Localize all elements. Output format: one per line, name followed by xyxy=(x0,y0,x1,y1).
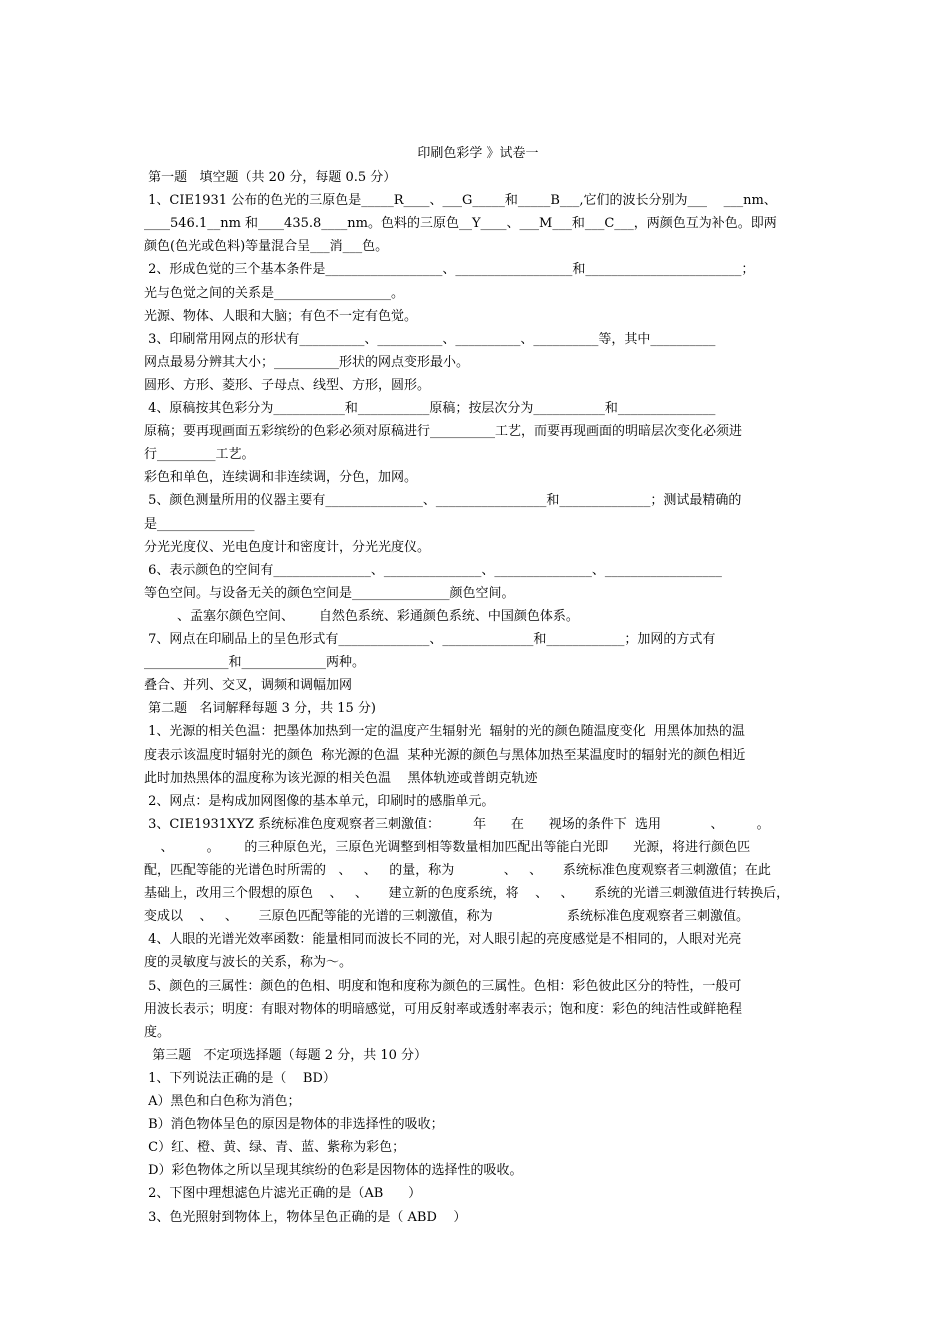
text-line: 配，匹配等能的光谱色时所需的 、 、 的量，称为 、 、 系统标准色度观察者三刺激值；在此 xyxy=(144,863,771,878)
text-line: 彩色和单色，连续调和非连续调，分色，加网。 xyxy=(144,470,418,486)
text-line: 网点最易分辨其大小；__________形状的网点变形最小。 xyxy=(144,354,470,370)
text-line: 5、颜色测量所用的仪器主要有_______________、_________________和______________；测试最精确的 xyxy=(144,493,742,509)
text-line: 、孟塞尔颜色空间、 自然色系统、彩通颜色系统、中国颜色体系。 xyxy=(144,608,579,624)
text-line: D）彩色物体之所以呈现其缤纷的色彩是因物体的选择性的吸收。 xyxy=(144,1163,523,1179)
document-title: 印刷色彩学 》试卷一 xyxy=(417,146,539,161)
text-line: 3、CIE1931XYZ 系统标准色度观察者三刺激值： 年 在 视场的条件下 选用 、 。 xyxy=(144,816,770,832)
text-line: _____________和_____________两种。 xyxy=(144,655,366,671)
text-line: 度的灵敏度与波长的关系，称为～。 xyxy=(144,955,353,971)
text-line: 、 。 的三种原色光，三原色光调整到相等数量相加匹配出等能白光即 光源，将进行颜色匹 xyxy=(144,839,751,855)
text-line: 行_________工艺。 xyxy=(144,447,255,463)
text-line: 度表示该温度时辐射光的颜色 称光源的色温 某种光源的颜色与黑体加热至某温度时的辐射光的颜色相近 xyxy=(144,747,746,763)
text-line: 1、光源的相关色温：把墨体加热到一定的温度产生辐射光 辐射的光的颜色随温度变化 用黑体加热的温 xyxy=(144,724,745,740)
text-line: 等色空间。与设备无关的颜色空间是_______________颜色空间。 xyxy=(144,585,515,601)
text-line: 2、下图中理想滤色片滤光正确的是（AB ） xyxy=(144,1186,422,1202)
text-line: 第三题 不定项选择题（每题 2 分，共 10 分） xyxy=(144,1047,428,1063)
text-line: A）黑色和白色称为消色； xyxy=(144,1094,301,1109)
text-line: 6、表示颜色的空间有_______________、_______________、_______________、__________________ xyxy=(144,562,722,578)
text-line: 原稿；要再现画面五彩缤纷的色彩必须对原稿进行__________工艺，而要再现画面的明暗层次变化必须进 xyxy=(144,424,743,440)
text-line: 圆形、方形、菱形、子母点、线型、方形，圆形。 xyxy=(144,377,431,393)
text-line: 用波长表示；明度：有眼对物体的明暗感觉，可用反射率或透射率表示；饱和度：彩色的纯洁性或鲜艳程 xyxy=(144,1001,743,1017)
text-line: 变成以 、 、 三原色匹配等能的光谱的三刺激值，称为 系统标准色度观察者三刺激值。 xyxy=(144,909,749,925)
text-line: 第二题 名词解释每题 3 分，共 15 分) xyxy=(144,701,376,717)
text-line: 4、原稿按其色彩分为___________和___________原稿；按层次分为___________和_______________ xyxy=(144,401,716,416)
text-line: 7、网点在印刷品上的呈色形式有______________、______________和____________；加网的方式有 xyxy=(144,632,716,647)
text-line: 是_______________ xyxy=(144,516,255,532)
text-line: 第一题 填空题（共 20 分，每题 0.5 分） xyxy=(144,170,397,185)
text-line: 3、色光照射到物体上，物体呈色正确的是（ ABD ） xyxy=(144,1209,467,1225)
text-line: 1、CIE1931 公布的色光的三原色是_____R____、___G_____和_____B___,它们的波长分别为___ ___nm、 xyxy=(144,193,777,209)
text-line: 分光光度仪、光电色度计和密度计，分光光度仪。 xyxy=(144,539,431,555)
text-line: 叠合、并列、交叉，调频和调幅加网 xyxy=(144,678,353,694)
text-line: 4、人眼的光谱光效率函数：能量相同而波长不同的光，对人眼引起的亮度感觉是不相同的，人眼对光亮 xyxy=(144,932,742,948)
text-line: 光源、物体、人眼和大脑；有色不一定有色觉。 xyxy=(144,308,418,324)
text-line: 此时加热黑体的温度称为该光源的相关色温 黑体轨迹或普朗克轨迹 xyxy=(144,770,538,786)
text-line: 5、颜色的三属性：颜色的色相、明度和饱和度称为颜色的三属性。色相：彩色彼此区分的特性，一般可 xyxy=(144,978,742,994)
text-line: 2、网点：是构成加网图像的基本单元，印刷时的感脂单元。 xyxy=(144,793,495,809)
text-line: ____546.1__nm 和____435.8____nm。色料的三原色__Y____、___M___和___C___，两颜色互为补色。即两 xyxy=(144,216,777,232)
text-line: 度。 xyxy=(144,1024,171,1040)
text-line: 1、下列说法正确的是（ BD） xyxy=(144,1070,336,1086)
text-line: 基础上，改用三个假想的原色 、 、 建立新的色度系统，将 、 、 系统的光谱三刺激值进行转换后， xyxy=(144,886,790,902)
text-line: 颜色(色光或色料)等量混合呈___消___色。 xyxy=(144,239,389,255)
text-line: 光与色觉之间的关系是__________________。 xyxy=(144,285,405,301)
text-line: 3、印刷常用网点的形状有__________、__________、__________、__________等，其中__________ xyxy=(144,331,716,347)
text-line: B）消色物体呈色的原因是物体的非选择性的吸收； xyxy=(144,1117,444,1133)
text-line: C）红、橙、黄、绿、青、蓝、紫称为彩色； xyxy=(144,1140,406,1156)
text-line: 2、形成色觉的三个基本条件是__________________、__________________和________________________； xyxy=(144,262,755,278)
